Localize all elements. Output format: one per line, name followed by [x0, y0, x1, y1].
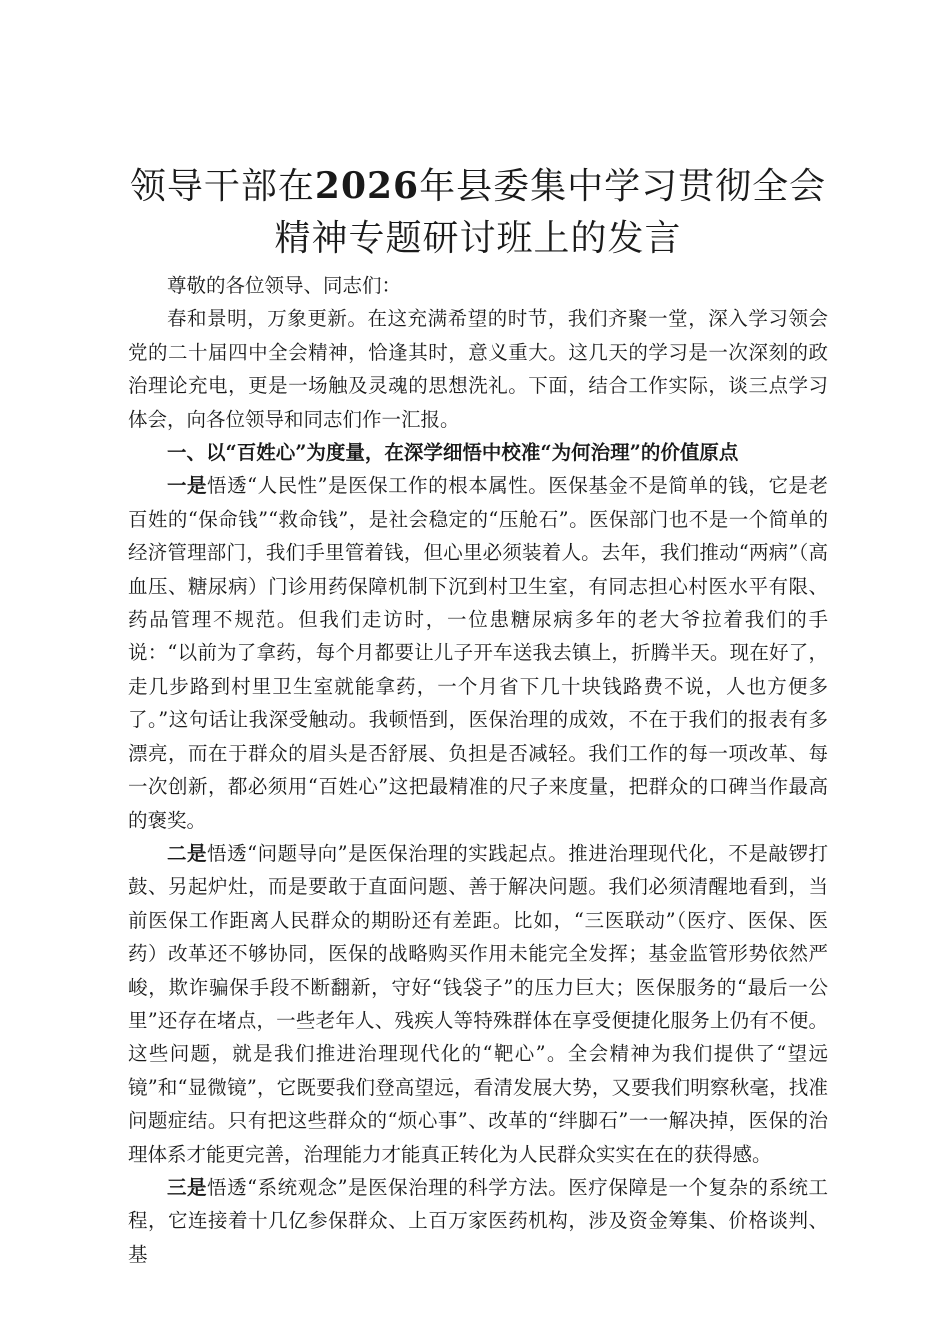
paragraph-lead-2: 二是	[167, 841, 208, 865]
title-year: 2026	[314, 165, 420, 207]
paragraph-text-1: 悟透“人民性”是医保工作的根本属性。医保基金不是简单的钱，它是老百姓的“保命钱”“救命钱”，是社会稳定的“压舱石”。医保部门也不是一个简单的经济管理部门，我们手里管着钱，但心里必须装着人。去年，我们推动“两病”（高血压、糖尿病）门诊用药保障机制下沉到村卫生室，有同志担心村医水平有限、药品管理不规范。但我们走访时，一位患糖尿病多年的老大爷拉着我们的手说：“以前为了拿药，每个月都要让儿子开车送我去镇上，折腾半天。现在好了，走几步路到村里卫生室就能拿药，一个月省下几十块钱路费不说，人也方便多了。”这句话让我深受触动。我顿悟到，医保治理的成效，不在于我们的报表有多漂亮，而在于群众的眉头是否舒展、负担是否减轻。我们工作的每一项改革、每一次创新，都必须用“百姓心”这把最精准的尺子来度量，把群众的口碑当作最高的褒奖。	[128, 474, 828, 832]
title-part-2: 年县委集中学习贯彻全会精神专题研讨班上的发言	[274, 166, 827, 259]
salutation: 尊敬的各位领导、同志们：	[167, 274, 402, 297]
paragraph-text-3: 悟透“系统观念”是医保治理的科学方法。医疗保障是一个复杂的系统工程，它连接着十几亿参保群众、上百万家医药机构，涉及资金筹集、价格谈判、基	[128, 1175, 828, 1266]
title-part-1: 领导干部在	[129, 166, 315, 207]
paragraph-lead-3: 三是	[167, 1175, 208, 1199]
paragraph-text-2: 悟透“问题导向”是医保治理的实践起点。推进治理现代化，不是敲锣打鼓、另起炉灶，而是要敢于直面问题、善于解决问题。我们必须清醒地看到，当前医保工作距离人民群众的期盼还有差距。比如，“三医联动”（医疗、医保、医药）改革还不够协同，医保的战略购买作用未能完全发挥；基金监管形势依然严峻，欺诈骗保手段不断翻新，守好“钱袋子”的压力巨大；医保服务的“最后一公里”还存在堵点，一些老年人、残疾人等特殊群体在享受便捷化服务上仍有不便。这些问题，就是我们推进治理现代化的“靶心”。全会精神为我们提供了“望远镜”和“显微镜”，它既要我们登高望远，看清发展大势，又要我们明察秋毫，找准问题症结。只有把这些群众的“烦心事”、改革的“绊脚石”一一解决掉，医保的治理体系才能更完善，治理能力才能真正转化为人民群众实实在在的获得感。	[128, 841, 828, 1166]
section-heading-1: 一、以“百姓心”为度量，在深学细悟中校准“为何治理”的价值原点	[167, 441, 739, 465]
intro-paragraph: 春和景明，万象更新。在这充满希望的时节，我们齐聚一堂，深入学习领会党的二十届四中全会精神，恰逢其时，意义重大。这几天的学习是一次深刻的政治理论充电，更是一场触及灵魂的思想洗礼。下面，结合工作实际，谈三点学习体会，向各位领导和同志们作一汇报。	[128, 307, 828, 431]
body-paragraph-3	[128, 1171, 828, 1271]
body-paragraph-1	[128, 469, 828, 836]
document-title	[128, 160, 828, 265]
paragraph-lead-1: 一是	[167, 474, 208, 498]
body-paragraph-2	[128, 837, 828, 1171]
document-page	[128, 160, 828, 1271]
